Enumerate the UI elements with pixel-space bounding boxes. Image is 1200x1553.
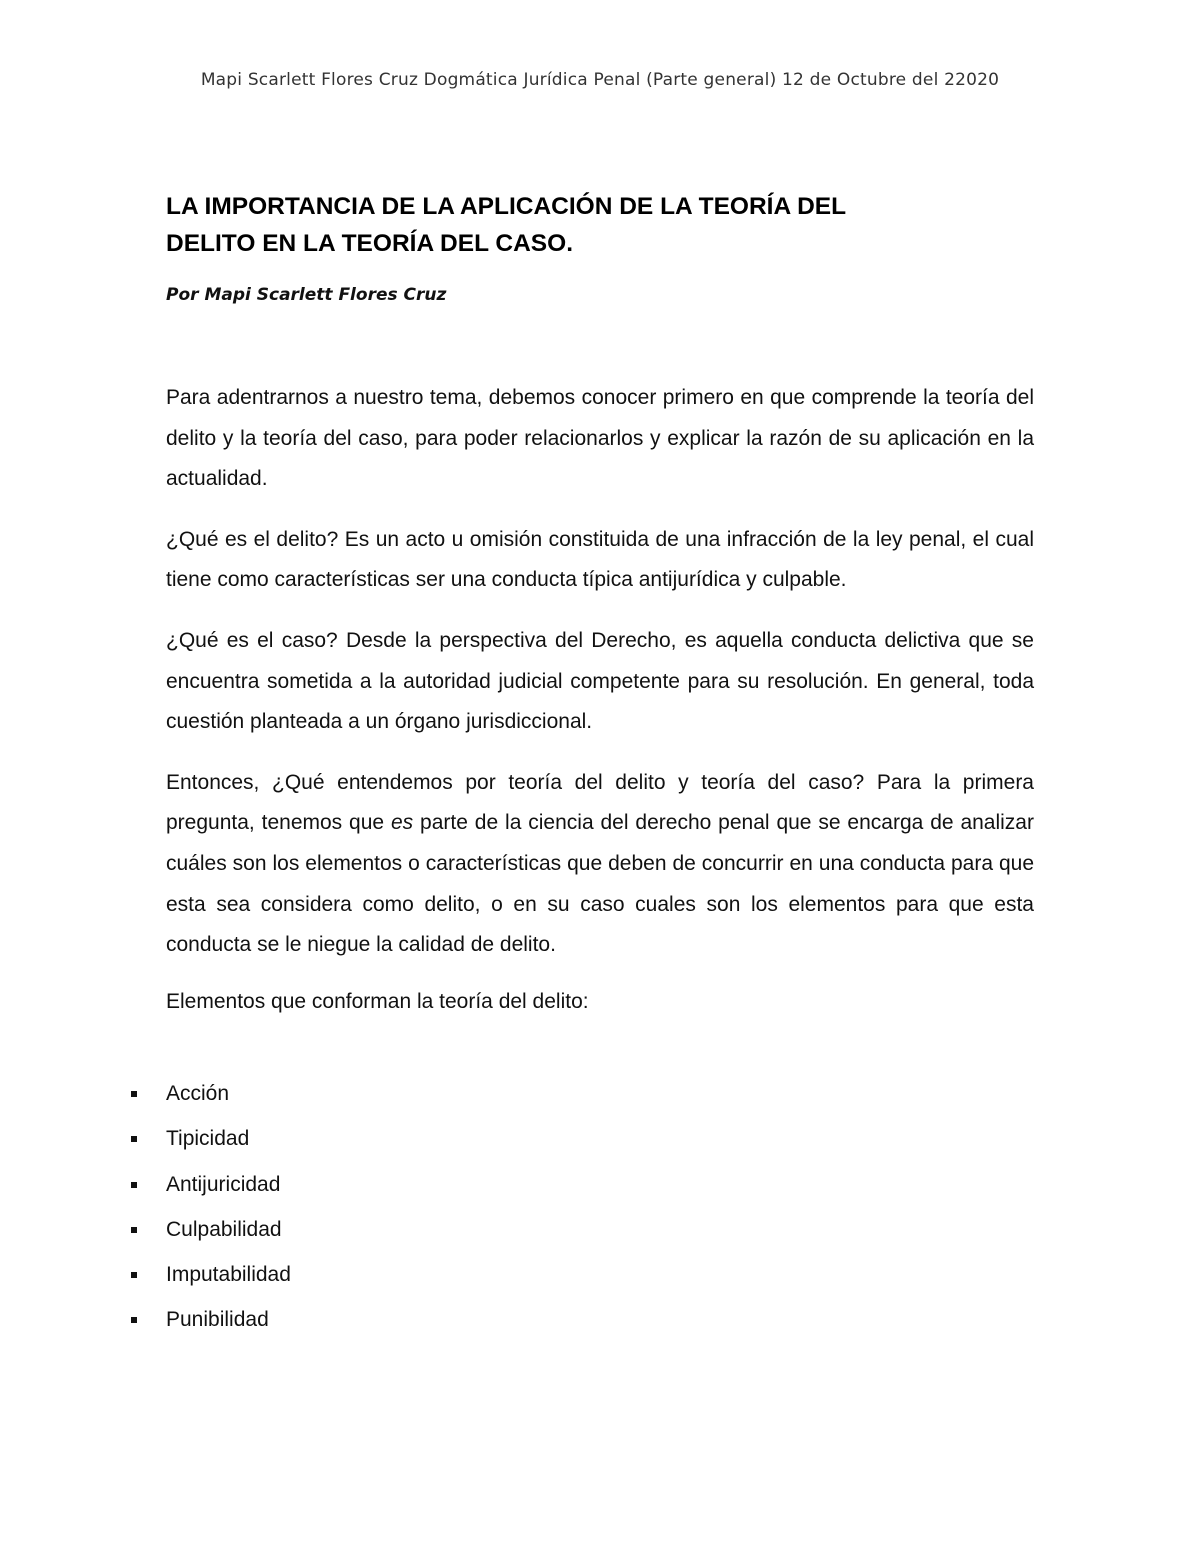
document-title-line-2: DELITO EN LA TEORÍA DEL CASO. (166, 230, 574, 257)
list-item (120, 1119, 291, 1164)
paragraph-delito-definition: ¿Qué es el delito? Es un acto u omisión constituida de una infracción de la ley penal, el cual tiene como características ser una conducta típica antijurídica y culpable. (166, 527, 1034, 592)
list-item-label: Imputabilidad (166, 1263, 291, 1287)
list-item (120, 1210, 291, 1255)
list-intro: Elementos que conforman la teoría del delito: (166, 989, 589, 1013)
list-item-label: Tipicidad (166, 1127, 250, 1151)
list-item-label: Punibilidad (166, 1308, 269, 1332)
list-item (120, 1255, 291, 1300)
bullet-square-icon (131, 1227, 137, 1233)
document-body (166, 378, 1034, 1042)
list-item (120, 1165, 291, 1210)
bullet-square-icon (131, 1272, 137, 1278)
bullet-square-icon (131, 1182, 137, 1188)
bullet-square-icon (131, 1091, 137, 1097)
document-title (166, 188, 986, 262)
paragraph-caso-definition: ¿Qué es el caso? Desde la perspectiva del Derecho, es aquella conducta delictiva que se encuentra sometida a la autoridad judicial competente para su resolución. En general, toda cuestión planteada a un órgano jurisdiccional. (166, 628, 1034, 734)
bullet-square-icon (131, 1136, 137, 1142)
paragraph-teoria-explanation (166, 763, 1034, 966)
bullet-square-icon (131, 1317, 137, 1323)
paragraph-intro: Para adentrarnos a nuestro tema, debemos conocer primero en que comprende la teoría del delito y la teoría del caso, para poder relacionarlos y explicar la razón de su aplicación en la actualidad. (166, 386, 1034, 491)
document-title-line-1: LA IMPORTANCIA DE LA APLICACIÓN DE LA TEORÍA DEL (166, 193, 847, 220)
paragraph-teoria-italic-word: es (390, 811, 414, 835)
paragraph-teoria-text-end: parte de la ciencia del derecho penal que se encarga de analizar cuáles son los elementos o características que deben de concurrir en una conducta para que esta sea considera como delito, o en su caso cuales son los elementos para que esta conducta se le niegue la calidad de delito. (166, 811, 1034, 957)
elements-list (120, 1074, 291, 1346)
page-header: Mapi Scarlett Flores Cruz Dogmática Jurídica Penal (Parte general) 12 de Octubre del 22020 (200, 70, 1000, 90)
list-item (120, 1300, 291, 1345)
paragraph-teoria-text-start: Entonces, ¿Qué entendemos por teoría del delito y teoría del caso? Para la primera pregunta, tenemos que (166, 770, 1034, 835)
list-item-label: Acción (166, 1082, 230, 1105)
author-byline: Por Mapi Scarlett Flores Cruz (166, 285, 447, 305)
list-item-label: Culpabilidad (166, 1217, 282, 1241)
list-item-label: Antijuricidad (166, 1172, 281, 1196)
list-item (120, 1074, 291, 1119)
